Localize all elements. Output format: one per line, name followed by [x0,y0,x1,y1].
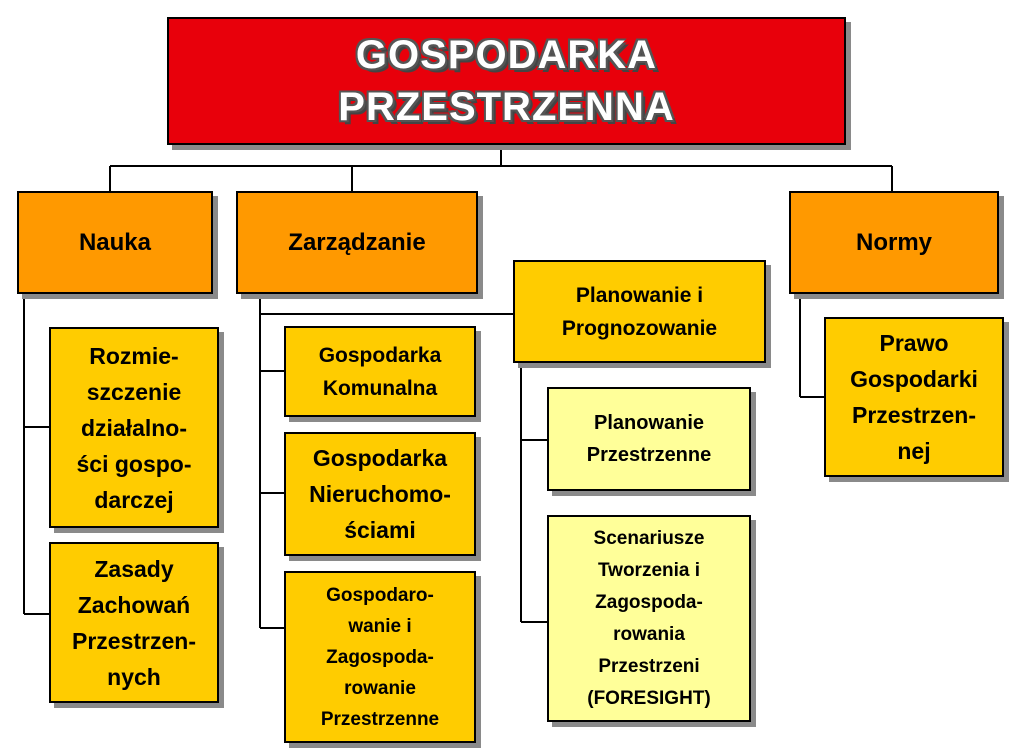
node-gospodarka-komunalna [284,326,476,417]
node-label: Gospodaro- wanie i Zagospoda- rowanie Przestrzenne [320,584,440,730]
category-zarzadzanie [236,191,478,294]
category-zarzadzanie-label: Zarządzanie [288,228,426,256]
node-gospodarka-nieruchomosciami [284,432,476,556]
node-zasady-zachowan [49,542,219,703]
leaf-label: Planowanie Przestrzenne [586,412,712,466]
node-label: Zasady Zachowań Przestrzen- nych [72,555,196,690]
node-planowanie-prognozowanie [513,260,766,363]
node-gospodarowanie-zagospodarowanie [284,571,476,743]
node-label: Gospodarka Nieruchomo- ściami [309,445,451,543]
node-label: Rozmie- szczenie działalno- ści gospo- darczej [76,342,192,513]
root-label: GOSPODARKA PRZESTRZENNA [338,33,675,129]
node-label: Planowanie i Prognozowanie [561,283,718,340]
node-rozmieszczenie-dzialalnosci [49,327,219,528]
node-prawo-gospodarki-przestrzennej [824,317,1004,477]
category-nauka-label: Nauka [78,228,152,256]
category-nauka [17,191,213,294]
node-label: Gospodarka Komunalna [318,343,442,400]
node-label: Prawo Gospodarki Przestrzen- nej [850,330,978,464]
leaf-planowanie-przestrzenne [547,387,751,491]
category-normy-label: Normy [855,228,933,256]
root-node-gospodarka-przestrzenna [167,17,846,145]
category-normy [789,191,999,294]
leaf-scenariusze-foresight [547,515,751,722]
leaf-label: Scenariusze Tworzenia i Zagospoda- rowania Przestrzeni (FORESIGHT) [587,527,711,709]
